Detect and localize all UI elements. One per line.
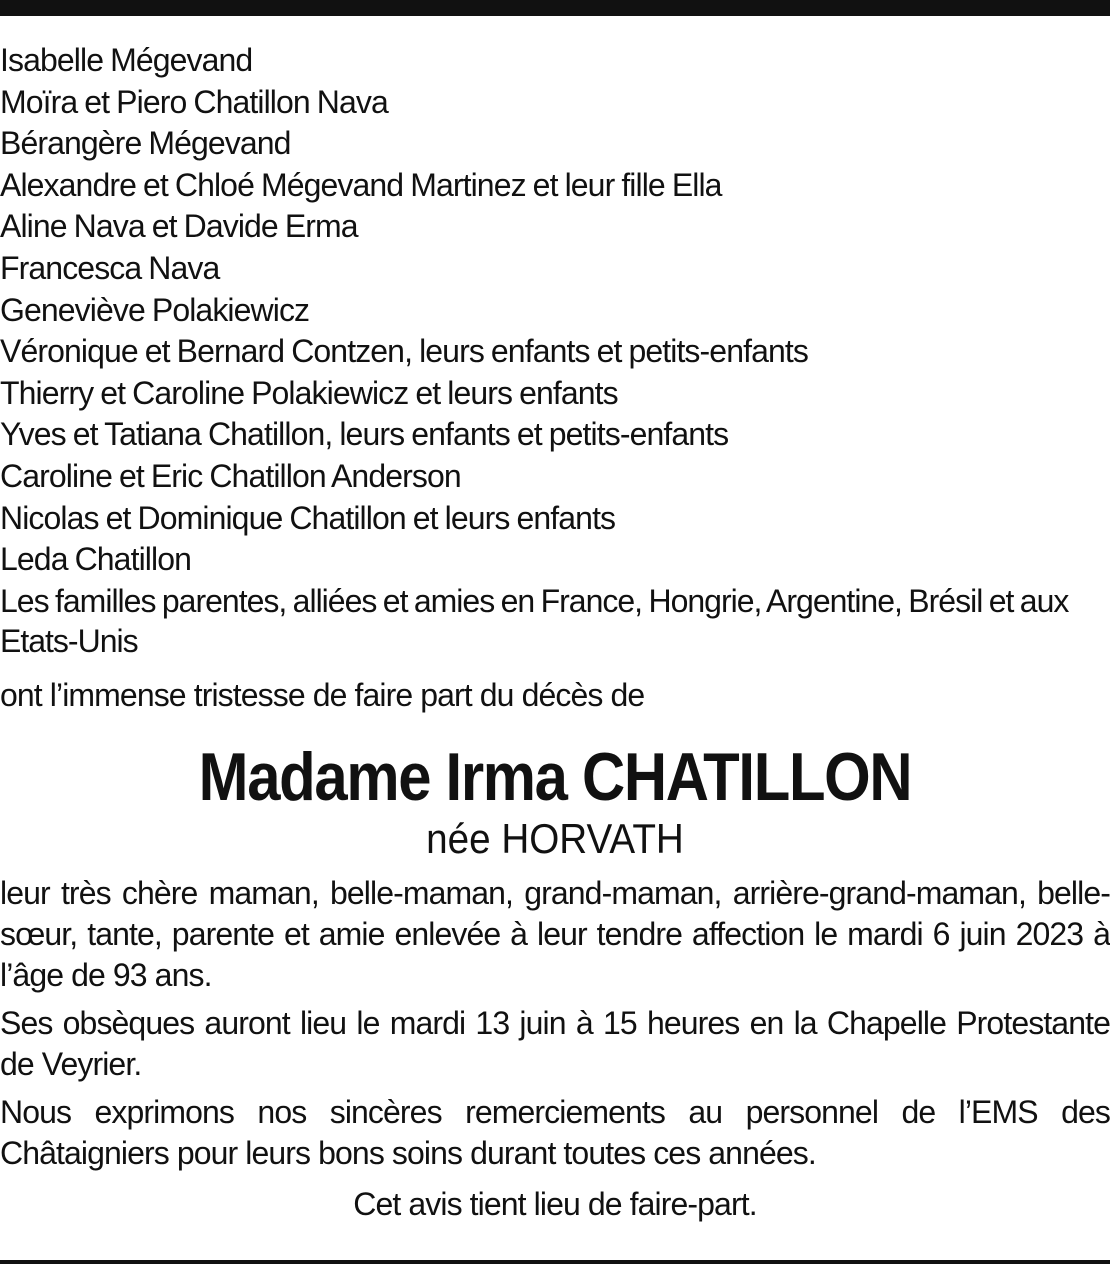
mourner-line: Bérangère Mégevand xyxy=(0,125,291,162)
thanks-paragraph: Nous exprimons nos sincères remerciements au personnel de l’EMS des Châtaigniers pour leurs bons soins durant toutes ces années. xyxy=(0,1093,1110,1171)
mourner-line: Francesca Nava xyxy=(0,249,220,286)
mourner-line: Yves et Tatiana Chatillon, leurs enfants et petits-enfants xyxy=(0,416,729,453)
deceased-maiden-name: née HORVATH xyxy=(426,814,684,862)
mourners-list xyxy=(0,40,1110,661)
mourner-line: Nicolas et Dominique Chatillon et leurs enfants xyxy=(0,499,616,536)
closing-note: Cet avis tient lieu de faire-part. xyxy=(353,1185,757,1222)
relationship-paragraph: leur très chère maman, belle-maman, grand-maman, arrière-grand-maman, belle-sœur, tante, parente et amie enlevée à leur tendre affection le mardi 6 juin 2023 à l’âge de 93 ans. xyxy=(0,874,1110,993)
mourner-line: Geneviève Polakiewicz xyxy=(0,291,310,328)
deceased-name: Madame Irma CHATILLON xyxy=(198,738,912,815)
mourner-line: Leda Chatillon xyxy=(0,541,191,578)
mourner-line: Caroline et Eric Chatillon Anderson xyxy=(0,457,461,494)
announcement-intro: ont l’immense tristesse de faire part du décès de xyxy=(0,676,645,713)
mourner-line: Alexandre et Chloé Mégevand Martinez et leur fille Ella xyxy=(0,166,722,203)
obituary-notice xyxy=(0,40,1110,1225)
funeral-details-paragraph: Ses obsèques auront lieu le mardi 13 juin à 15 heures en la Chapelle Protestante de Veyrier. xyxy=(0,1004,1110,1082)
top-border-rule xyxy=(0,0,1110,16)
mourner-line: Isabelle Mégevand xyxy=(0,42,253,78)
mourner-line: Aline Nava et Davide Erma xyxy=(0,208,358,245)
mourner-line: Véronique et Bernard Contzen, leurs enfants et petits-enfants xyxy=(0,333,808,370)
mourner-line-families: Les familles parentes, alliées et amies en France, Hongrie, Argentine, Brésil et aux Etats-Unis xyxy=(0,582,1069,659)
mourner-line: Moïra et Piero Chatillon Nava xyxy=(0,83,388,120)
mourner-line: Thierry et Caroline Polakiewicz et leurs enfants xyxy=(0,374,618,411)
bottom-border-rule xyxy=(0,1260,1110,1264)
